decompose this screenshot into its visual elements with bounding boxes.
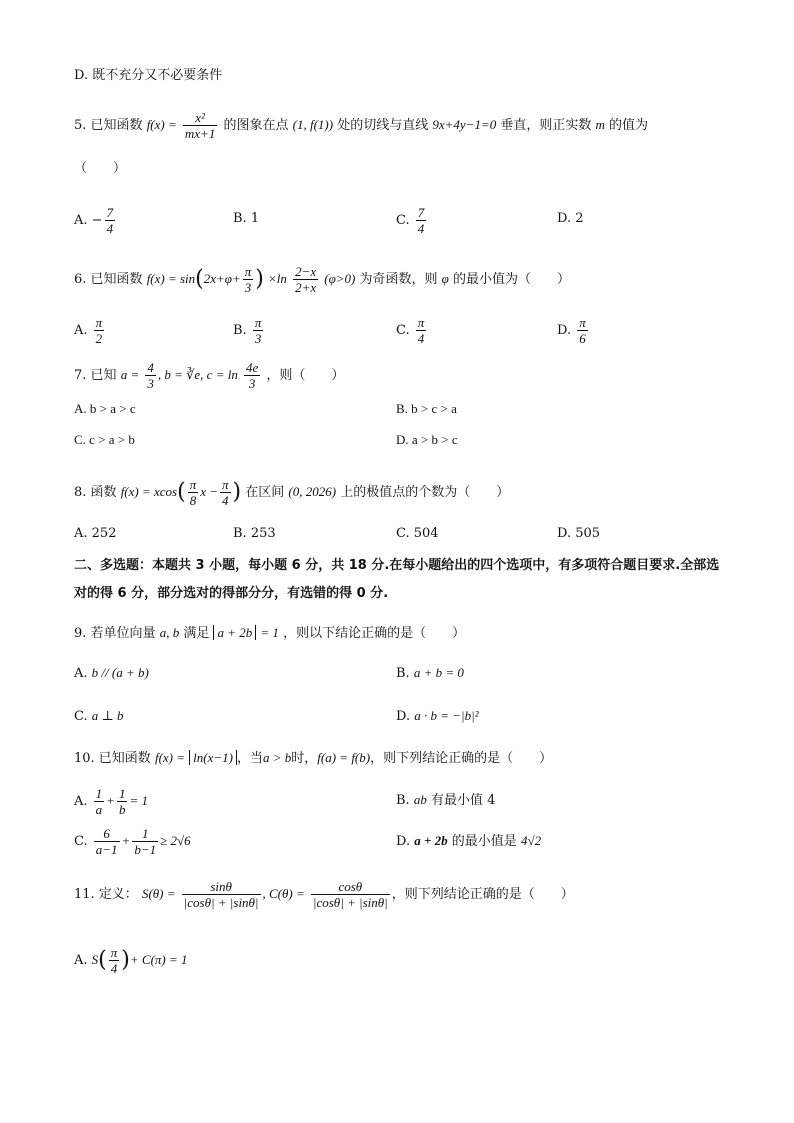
q5-option-a-den: 4 xyxy=(106,221,114,236)
q8-frac-1-num: π xyxy=(189,477,197,492)
q8-open-paren: ( xyxy=(177,479,186,505)
q10-stem-text-b: ，当 xyxy=(236,751,263,766)
q10-option-a-n2: 1 xyxy=(118,786,126,801)
q10-option-a-d1: a xyxy=(95,802,103,817)
q8-option-b: B. 253 xyxy=(233,526,276,541)
q11-option-a-s: S xyxy=(91,952,99,967)
q10-option-c-d2: b−1 xyxy=(134,842,157,857)
q9-option-c-expr: a ⊥ b xyxy=(91,708,124,723)
q8-stem xyxy=(74,477,509,508)
q9-option-b-label: B. xyxy=(396,666,410,681)
q6-ln-den: 2+x xyxy=(295,280,317,295)
q10-option-a-label: A. xyxy=(74,794,88,809)
q5-stem xyxy=(74,110,648,141)
q8-option-a: A. 252 xyxy=(74,526,117,541)
q6-option-a xyxy=(74,315,106,346)
q10-stem-text-d: ，则下列结论正确的是（ ） xyxy=(370,751,553,766)
q11-c-lhs: , C(θ) = xyxy=(262,886,305,901)
q5-answer-blank: （ ） xyxy=(74,161,127,176)
q9-option-d-label: D. xyxy=(396,709,411,724)
q6-ln-frac xyxy=(293,264,318,295)
q7-c-frac xyxy=(244,360,260,391)
q5-fraction-den: mx+1 xyxy=(184,126,216,141)
q6-option-a-den: 2 xyxy=(95,331,103,346)
q5-option-a-sign: − xyxy=(91,213,103,228)
q6-option-b-den: 3 xyxy=(254,331,262,346)
q8-stem-text-c: 上的极值点的个数为（ ） xyxy=(340,485,510,500)
q11-c-frac xyxy=(311,879,390,910)
q11-option-a-close-paren: ) xyxy=(121,947,130,973)
q7-option-b: B. b > c > a xyxy=(396,401,457,416)
q10-option-b-expr: ab xyxy=(413,792,427,807)
q6-option-a-frac xyxy=(94,315,105,346)
q10-option-c-frac-1 xyxy=(94,826,120,857)
q11-c-num: cosθ xyxy=(311,879,390,895)
q11-option-a-den: 4 xyxy=(110,961,118,976)
q5-stem-text-c: 处的切线与直线 xyxy=(337,118,429,133)
q9-option-a xyxy=(74,664,149,683)
q6-condition: (φ>0) xyxy=(324,271,356,286)
q6-option-c-frac xyxy=(416,315,427,346)
q7-option-d: D. a > b > c xyxy=(396,432,458,447)
q10-option-c-d1: a−1 xyxy=(95,842,118,857)
q7-a-frac xyxy=(145,360,156,391)
q8-mid: x − xyxy=(200,484,219,499)
q10-option-d-label: D. xyxy=(396,834,411,849)
q10-option-a-n1: 1 xyxy=(95,786,103,801)
q9-option-a-label: A. xyxy=(74,666,88,681)
q10-stem xyxy=(74,749,552,768)
q9-vectors: a, b xyxy=(159,625,180,640)
q8-function: f(x) = xcos xyxy=(120,484,178,499)
q5-fraction xyxy=(183,110,217,141)
q6-option-d-den: 6 xyxy=(579,331,586,346)
q11-option-a-label: A. xyxy=(74,953,88,968)
q7-c-num: 4e xyxy=(245,360,259,375)
q10-stem-text-c: 时， xyxy=(291,751,318,766)
q5-option-c-label: C. xyxy=(396,213,410,228)
q9-option-c-label: C. xyxy=(74,709,88,724)
q11-option-a-num: π xyxy=(110,945,118,960)
q6-close-paren: ) xyxy=(255,266,264,292)
q9-option-c xyxy=(74,707,124,726)
q9-stem-text-c: ，则以下结论正确的是（ ） xyxy=(283,626,466,641)
q10-option-d xyxy=(396,832,541,851)
q8-stem-text: 8. 函数 xyxy=(74,485,117,500)
q6-open-paren: ( xyxy=(195,266,204,292)
q5-option-b: B. 1 xyxy=(233,211,260,226)
q10-option-a xyxy=(74,786,148,817)
q10-option-c-label: C. xyxy=(74,834,88,849)
q6-function: f(x) = sin xyxy=(146,271,196,286)
q10-option-c-tail: ≥ 2√6 xyxy=(160,833,191,848)
q7-a-num: 4 xyxy=(147,360,154,375)
q6-times-ln: ×ln xyxy=(268,271,287,286)
q6-option-d-label: D. xyxy=(557,323,572,338)
q8-frac-1 xyxy=(188,477,199,508)
q10-equation: f(a) = f(b) xyxy=(317,750,371,765)
q9-option-b-expr: a + b = 0 xyxy=(413,665,464,680)
q7-stem-text-b: ，则（ ） xyxy=(266,368,345,383)
q11-s-lhs: S(θ) = xyxy=(141,886,176,901)
q8-frac-2 xyxy=(220,477,231,508)
q6-inner: 2x+φ+ xyxy=(203,271,241,286)
q6-option-d-num: π xyxy=(579,315,586,330)
q10-option-b-tail: 有最小值 4 xyxy=(430,793,496,808)
q6-pi-den: 3 xyxy=(244,280,252,295)
q10-option-a-frac-2 xyxy=(117,786,128,817)
q7-a-den: 3 xyxy=(147,376,154,391)
q6-option-b-num: π xyxy=(254,315,262,330)
q6-option-d xyxy=(557,315,590,346)
q9-condition-eq: = 1 xyxy=(260,625,279,640)
q10-option-c-n2: 1 xyxy=(132,826,158,842)
q10-option-c xyxy=(74,826,191,857)
q11-option-a-tail: + C(π) = 1 xyxy=(129,952,188,967)
q10-abs-expr: ln(x−1) xyxy=(189,750,237,765)
q10-option-b xyxy=(396,791,495,810)
q8-interval: (0, 2026) xyxy=(288,484,337,499)
q9-stem xyxy=(74,624,465,643)
q7-a-eq: a = xyxy=(120,367,140,382)
q5-stem-text-b: 的图象在点 xyxy=(223,118,289,133)
q10-option-d-value: 4√2 xyxy=(520,833,542,848)
q11-c-den: |cosθ| + |sinθ| xyxy=(312,895,388,910)
q7-option-a: A. b > a > c xyxy=(74,401,136,416)
q6-option-b-label: B. xyxy=(233,323,247,338)
q6-option-b xyxy=(233,315,265,346)
q10-option-a-plus: + xyxy=(106,793,115,808)
q5-option-a-frac xyxy=(105,205,116,236)
q4-option-d: D. 既不充分又不必要条件 xyxy=(74,68,223,83)
q6-option-a-label: A. xyxy=(74,323,88,338)
q9-option-d-expr: a · b = −|b|² xyxy=(414,708,479,723)
q5-stem-text-d: 垂直，则正实数 xyxy=(500,118,592,133)
q7-c-den: 3 xyxy=(248,376,256,391)
q7-stem-text: 7. 已知 xyxy=(74,368,117,383)
q5-option-a xyxy=(74,205,117,236)
q8-frac-1-den: 8 xyxy=(189,493,197,508)
q6-option-d-frac xyxy=(577,315,588,346)
q6-option-c-label: C. xyxy=(396,323,410,338)
q11-option-a-frac xyxy=(109,945,120,976)
q6-option-c xyxy=(396,315,428,346)
q8-stem-text-b: 在区间 xyxy=(245,485,285,500)
q11-option-a-open-paren: ( xyxy=(98,947,107,973)
q10-option-c-frac-2 xyxy=(132,826,158,857)
q5-option-c-den: 4 xyxy=(417,221,425,236)
q9-condition-abs: a + 2b xyxy=(213,625,256,640)
q6-option-a-num: π xyxy=(95,315,103,330)
q10-option-d-expr: a + 2b xyxy=(414,833,448,848)
q11-stem-text: 11. 定义： xyxy=(74,887,138,902)
q8-option-d: D. 505 xyxy=(557,526,601,541)
q10-option-a-d2: b xyxy=(118,802,126,817)
q7-b-c-eq: , b = ∛e, c = ln xyxy=(157,367,238,382)
q5-option-a-num: 7 xyxy=(106,205,114,220)
q7-option-c: C. c > a > b xyxy=(74,432,135,447)
q5-function: f(x) = xyxy=(146,117,177,132)
q8-frac-2-den: 4 xyxy=(222,493,229,508)
q6-option-c-den: 4 xyxy=(417,331,425,346)
q5-option-a-label: A. xyxy=(74,213,88,228)
q10-function: f(x) = xyxy=(154,750,186,765)
q7-stem xyxy=(74,360,344,391)
q11-s-frac xyxy=(182,879,261,910)
q6-option-b-frac xyxy=(253,315,264,346)
q10-option-c-plus: + xyxy=(121,833,131,848)
q9-option-b xyxy=(396,664,464,683)
q6-pi-num: π xyxy=(244,264,252,279)
q10-option-b-label: B. xyxy=(396,793,410,808)
q6-option-c-num: π xyxy=(417,315,425,330)
q9-stem-text-b: 满足 xyxy=(183,626,210,641)
q11-s-num: sinθ xyxy=(182,879,261,895)
q6-stem xyxy=(74,264,570,295)
q5-stem-text: 5. 已知函数 xyxy=(74,118,143,133)
q5-option-d: D. 2 xyxy=(557,211,584,226)
q9-option-a-expr: b // (a + b) xyxy=(91,665,149,680)
q5-stem-text-e: 的值为 xyxy=(609,118,649,133)
q5-var-m: m xyxy=(595,117,605,132)
q6-stem-text: 6. 已知函数 xyxy=(74,272,143,287)
q6-phi: φ xyxy=(441,271,449,286)
q5-option-c xyxy=(396,205,428,236)
q11-stem xyxy=(74,879,574,910)
q8-close-paren: ) xyxy=(232,479,242,505)
q10-option-d-tail: 的最小值是 xyxy=(451,834,517,849)
q10-option-a-frac-1 xyxy=(94,786,105,817)
q5-point: (1, f(1)) xyxy=(292,117,334,132)
q10-option-c-n1: 6 xyxy=(94,826,120,842)
q10-stem-text: 10. 已知函数 xyxy=(74,751,151,766)
q8-frac-2-num: π xyxy=(222,477,229,492)
q6-pi-frac xyxy=(243,264,254,295)
q11-option-a xyxy=(74,945,188,976)
q8-option-c: C. 504 xyxy=(396,526,439,541)
q5-option-c-frac xyxy=(416,205,427,236)
q10-option-a-tail: = 1 xyxy=(129,793,148,808)
q5-option-c-num: 7 xyxy=(417,205,425,220)
q11-stem-text-b: ，则下列结论正确的是（ ） xyxy=(391,887,574,902)
q11-s-den: |cosθ| + |sinθ| xyxy=(183,895,259,910)
q6-ln-num: 2−x xyxy=(295,264,317,279)
q6-stem-text-c: 的最小值为（ ） xyxy=(453,272,571,287)
q9-option-d xyxy=(396,707,479,726)
q10-condition: a > b xyxy=(262,750,292,765)
q5-fraction-num: x² xyxy=(183,110,217,126)
q6-stem-text-b: 为奇函数，则 xyxy=(359,272,438,287)
q5-line-equation: 9x+4y−1=0 xyxy=(432,117,497,132)
q9-stem-text: 9. 若单位向量 xyxy=(74,626,156,641)
section-multiple-choice-heading: 二、多选题：本题共 3 小题，每小题 6 分，共 18 分.在每小题给出的四个选项中，有多项符合题目要求.全部选对的得 6 分，部分选对的得部分分，有选错的得 0 分. xyxy=(74,558,720,601)
